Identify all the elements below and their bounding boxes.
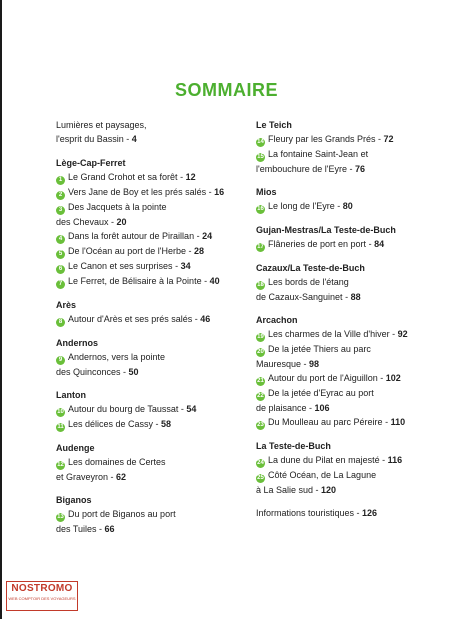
toc-section (56, 156, 246, 289)
toc-entry-label: des Chevaux (56, 217, 109, 227)
toc-section (56, 298, 246, 327)
toc-entry-line: 4 Dans la forêt autour de Piraillan - 24 (56, 229, 246, 244)
toc-entry-label: Dans la forêt autour de Piraillan (68, 231, 195, 241)
toc-entry[interactable] (256, 327, 446, 342)
toc-entry[interactable] (256, 147, 446, 176)
section-heading: Mios (256, 187, 277, 197)
page-number: 16 (214, 187, 225, 197)
toc-entry-label: Du Moulleau au parc Péreire (268, 417, 383, 427)
route-number-badge: 20 (257, 349, 264, 355)
toc-entry-line: des Quinconces - 50 (56, 367, 139, 377)
toc-entry-label: Côté Océan, de La Lagune (268, 470, 377, 480)
route-number-badge: 25 (257, 475, 264, 481)
toc-entry-label: à La Salie sud (256, 485, 314, 495)
route-number-badge: 11 (57, 424, 64, 430)
logo-text: NOSTROMO (11, 583, 73, 594)
route-number-badge: 7 (56, 280, 65, 289)
toc-entry-line: 14 Fleury par les Grands Prés - 72 (257, 134, 394, 145)
intro-line: Lumières et paysages, (56, 120, 147, 130)
toc-entry[interactable] (56, 402, 246, 417)
page-number: 98 (309, 359, 320, 369)
toc-entry-label: Des Jacquets à la pointe (68, 202, 167, 212)
toc-entry[interactable] (56, 244, 246, 259)
toc-entry-line (256, 275, 446, 290)
toc-entry[interactable] (56, 170, 246, 185)
section-heading: Lège-Cap-Ferret (56, 158, 126, 168)
section-heading: Le Teich (256, 120, 292, 130)
toc-section (56, 336, 246, 379)
toc-entry-line: 17 Flâneries de port en port - 84 (257, 239, 385, 250)
section-heading: La Teste-de-Buch (256, 441, 331, 451)
route-number-badge: 19 (257, 334, 264, 340)
toc-entry-line: Informations touristiques - 126 (256, 508, 378, 518)
toc-entry-line: 1 Le Grand Crohot et sa forêt - 12 (56, 170, 246, 185)
page-number: 126 (362, 508, 378, 518)
page-number: 110 (390, 417, 406, 427)
toc-intro (56, 118, 246, 146)
toc-entry-line: des Tuiles - 66 (56, 524, 115, 534)
toc-entry[interactable] (256, 415, 446, 430)
toc-entry-line (256, 468, 446, 483)
page-number: 40 (209, 276, 220, 286)
toc-section (256, 439, 446, 497)
page-number: 20 (116, 217, 127, 227)
toc-entry-line: 10 Autour du bourg de Taussat - 54 (57, 404, 197, 415)
page-number: 24 (202, 231, 213, 241)
page-number: 66 (104, 524, 115, 534)
toc-entry[interactable] (256, 199, 446, 214)
toc-entry-line: 19 Les charmes de la Ville d'hiver - 92 (257, 329, 408, 340)
toc-entry-line: 23 Du Moulleau au parc Péreire - 110 (257, 417, 406, 428)
toc-entry[interactable] (256, 468, 446, 497)
toc-entry-label: De la jetée d'Eyrac au port (268, 388, 374, 398)
toc-entry-label: Les charmes de la Ville d'hiver (268, 329, 390, 339)
page-title: SOMMAIRE (175, 80, 278, 100)
page-number: 106 (314, 403, 330, 413)
page-number: 84 (374, 239, 385, 249)
toc-entry-line (56, 507, 246, 522)
toc-entry-line: 2 Vers Jane de Boy et les prés salés - 16 (56, 185, 246, 200)
route-number-badge: 16 (257, 206, 264, 212)
toc-section (256, 118, 446, 176)
toc-entry-label: Le Ferret, de Bélisaire à la Pointe (68, 276, 202, 286)
toc-entry[interactable] (56, 185, 246, 200)
toc-footer-entry[interactable] (256, 506, 446, 520)
page-number: 28 (194, 246, 205, 256)
toc-entry-label: de Cazaux-Sanguinet (256, 292, 343, 302)
toc-section (56, 388, 246, 432)
page-number: 76 (354, 164, 365, 174)
toc-entry-line: 11 Les délices de Cassy - 58 (57, 419, 172, 430)
page-number: 102 (385, 373, 401, 383)
toc-section (56, 493, 246, 536)
toc-entry-label: Andernos, vers la pointe (68, 352, 166, 362)
page-number: 58 (161, 419, 172, 429)
toc-entry-label: De la jetée Thiers au parc (268, 344, 371, 354)
page-number: 62 (116, 472, 127, 482)
route-number-badge: 3 (56, 206, 65, 215)
section-heading: Cazaux/La Teste-de-Buch (256, 263, 365, 273)
toc-section (256, 223, 446, 252)
logo-subtext: WEB COMPTOIR DES VOYAGEURS (8, 596, 76, 601)
toc-entry-line (56, 455, 246, 470)
toc-entry-line: 8 Autour d'Arès et ses prés salés - 46 (56, 312, 246, 327)
section-heading: Arès (56, 300, 77, 310)
toc-entry[interactable] (56, 200, 246, 229)
toc-entry-line: l'embouchure de l'Eyre - 76 (256, 164, 365, 174)
route-number-badge: 2 (56, 191, 65, 200)
toc-entry[interactable] (56, 507, 246, 536)
toc-entry-label: des Quinconces (56, 367, 121, 377)
toc-entry-line (256, 342, 446, 357)
route-number-badge: 23 (257, 422, 264, 428)
toc-entry-line: Mauresque - 98 (256, 359, 320, 369)
page-number: 72 (383, 134, 394, 144)
toc-entry-label: l'embouchure de l'Eyre (256, 164, 347, 174)
toc-entry-label: Vers Jane de Boy et les prés salés (68, 187, 207, 197)
toc-entry-line (56, 350, 246, 365)
toc-section (256, 313, 446, 430)
page-number: 34 (180, 261, 191, 271)
route-number-badge: 12 (57, 462, 64, 468)
toc-entry[interactable] (56, 274, 246, 289)
route-number-badge: 13 (57, 514, 64, 520)
toc-section (56, 441, 246, 484)
intro-line: l'esprit du Bassin - 4 (56, 134, 137, 144)
toc-entry[interactable] (256, 453, 446, 468)
toc-entry-label: La dune du Pilat en majesté (268, 455, 380, 465)
toc-entry-line: 7 Le Ferret, de Bélisaire à la Pointe - 40 (56, 274, 246, 289)
toc-entry-label: Le long de l'Eyre (268, 201, 335, 211)
toc-entry-label: Du port de Biganos au port (68, 509, 176, 519)
toc-entry-label: Autour du port de l'Aiguillon (268, 373, 378, 383)
toc-entry-line: 24 La dune du Pilat en majesté - 116 (257, 455, 403, 466)
toc-entry-label: Mauresque (256, 359, 302, 369)
page-number: 50 (128, 367, 139, 377)
page-number: 12 (185, 172, 196, 182)
toc-entry[interactable] (256, 132, 446, 147)
toc-entry-line: à La Salie sud - 120 (256, 485, 337, 495)
page-number: 54 (186, 404, 197, 414)
toc-entry[interactable] (56, 417, 246, 432)
section-heading: Biganos (56, 495, 92, 505)
page-number: 80 (342, 201, 353, 211)
toc-entry-label: et Graveyron (56, 472, 109, 482)
toc-entry-label: Flâneries de port en port (268, 239, 367, 249)
toc-entry[interactable] (256, 275, 446, 304)
toc-entry-label: Les délices de Cassy (68, 419, 154, 429)
toc-entry-line: et Graveyron - 62 (56, 472, 127, 482)
toc-entry[interactable] (56, 312, 246, 327)
toc-entry-line: 16 Le long de l'Eyre - 80 (257, 201, 353, 212)
toc-entry-label: de plaisance (256, 403, 307, 413)
route-number-badge: 4 (56, 235, 65, 244)
page-number: 92 (397, 329, 408, 339)
page-number: 120 (321, 485, 337, 495)
toc-entry-line: de plaisance - 106 (256, 403, 330, 413)
toc-entry-label: Le Grand Crohot et sa forêt (68, 172, 178, 182)
route-number-badge: 5 (56, 250, 65, 259)
toc-section (256, 261, 446, 304)
nostromo-logo (6, 581, 78, 611)
toc-entry[interactable] (256, 342, 446, 371)
section-heading: Arcachon (256, 315, 298, 325)
route-number-badge: 14 (257, 139, 264, 145)
toc-entry-line: 21 Autour du port de l'Aiguillon - 102 (257, 373, 401, 384)
toc-entry[interactable] (56, 455, 246, 484)
toc-entry-line (256, 386, 446, 401)
toc-entry-label: Informations touristiques (256, 508, 355, 518)
route-number-badge: 9 (56, 356, 65, 365)
toc-entry-line (256, 147, 446, 162)
toc-entry-label: Le Canon et ses surprises (68, 261, 173, 271)
toc-entry[interactable] (56, 350, 246, 379)
toc-entry-line (56, 200, 246, 215)
toc-entry[interactable] (256, 237, 446, 252)
toc-left-column (56, 118, 246, 545)
toc-entry[interactable] (56, 229, 246, 244)
route-number-badge: 15 (257, 154, 264, 160)
section-heading: Gujan-Mestras/La Teste-de-Buch (256, 225, 396, 235)
route-number-badge: 17 (257, 244, 264, 250)
toc-entry-line: de Cazaux-Sanguinet - 88 (256, 292, 361, 302)
route-number-badge: 1 (56, 176, 65, 185)
route-number-badge: 8 (56, 318, 65, 327)
toc-entry-label: Autour d'Arès et ses prés salés (68, 314, 193, 324)
section-heading: Andernos (56, 338, 99, 348)
section-heading: Lanton (56, 390, 86, 400)
intro-label: l'esprit du Bassin (56, 134, 124, 144)
toc-entry-line: des Chevaux - 20 (56, 217, 127, 227)
route-number-badge: 21 (257, 378, 264, 384)
route-number-badge: 22 (257, 393, 264, 399)
route-number-badge: 6 (56, 265, 65, 274)
toc-entry-label: des Tuiles (56, 524, 97, 534)
route-number-badge: 24 (257, 460, 264, 466)
toc-entry-label: La fontaine Saint-Jean et (268, 149, 369, 159)
toc-entry-line: 6 Le Canon et ses surprises - 34 (56, 259, 246, 274)
toc-entry[interactable] (256, 386, 446, 415)
page-number: 116 (387, 455, 403, 465)
route-number-badge: 18 (257, 282, 264, 288)
toc-entry[interactable] (256, 371, 446, 386)
toc-entry-label: Les domaines de Certes (68, 457, 166, 467)
route-number-badge: 10 (57, 409, 64, 415)
page-number: 4 (131, 134, 137, 144)
toc-right-column (256, 118, 446, 529)
section-heading: Audenge (56, 443, 95, 453)
toc-entry-label: Les bords de l'étang (268, 277, 349, 287)
toc-section (256, 185, 446, 214)
page-number: 88 (350, 292, 361, 302)
toc-entry-line: 5 De l'Océan au port de l'Herbe - 28 (56, 244, 246, 259)
page-number: 46 (200, 314, 211, 324)
toc-entry-label: Fleury par les Grands Prés (268, 134, 376, 144)
toc-entry[interactable] (56, 259, 246, 274)
toc-entry-label: Autour du bourg de Taussat (68, 404, 179, 414)
toc-entry-label: De l'Océan au port de l'Herbe (68, 246, 187, 256)
